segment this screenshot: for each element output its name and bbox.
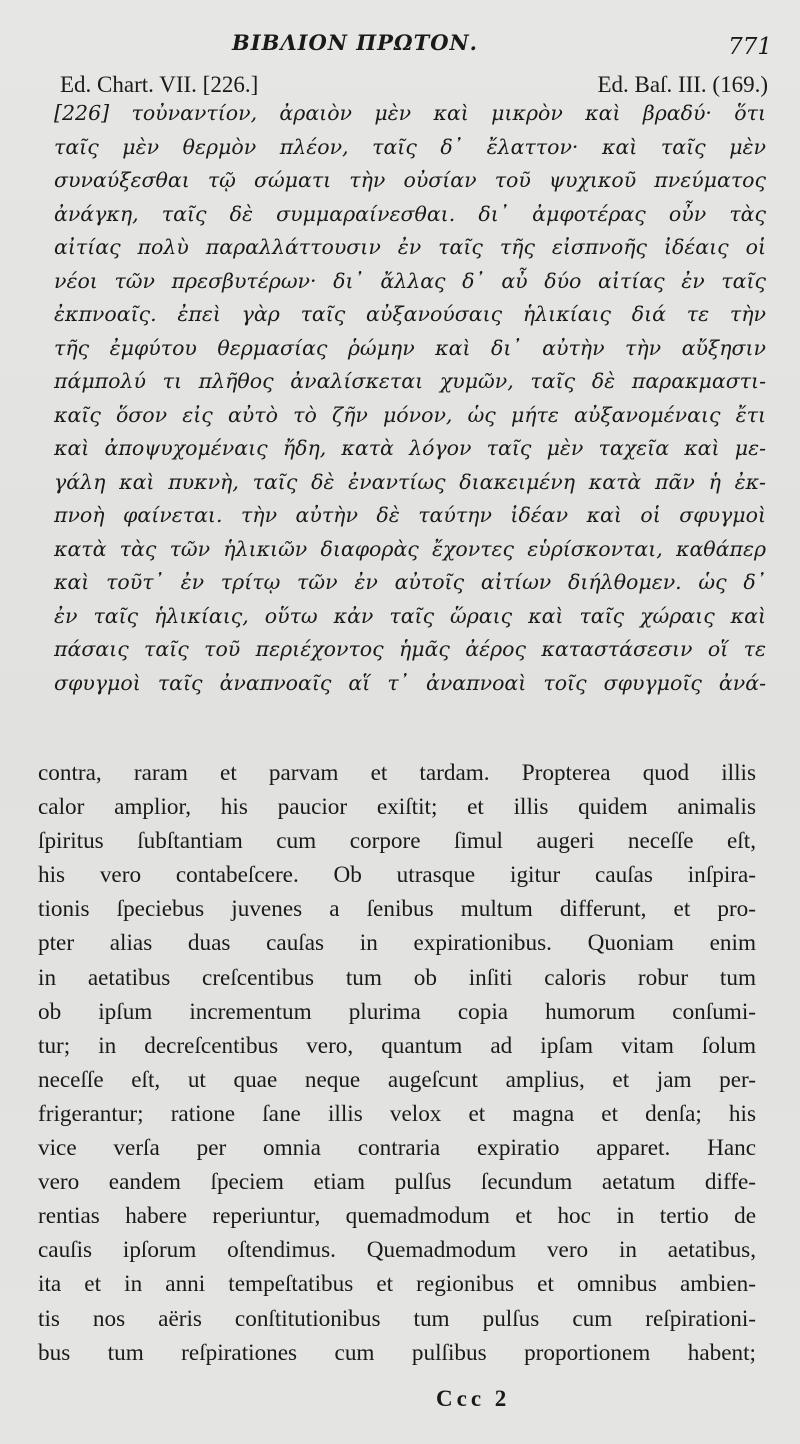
signature-mark: Ccc 2 — [436, 1386, 511, 1411]
latin-line: bus tum reſpirationes cum pulſibus proportionem habent; — [38, 1339, 756, 1366]
greek-line: συναύξεσθαι τῷ σώματι τὴν οὐσίαν τοῦ ψυχικοῦ πνεύματος — [54, 168, 766, 192]
greek-line: νέοι τῶν πρεσβυτέρων· δι᾽ ἄλλας δ᾽ αὖ δύο αἰτίας ἐν ταῖς — [54, 268, 766, 293]
latin-line: ſpiritus ſubſtantiam cum corpore ſimul augeri neceſſe eſt, — [38, 828, 756, 855]
greek-line: πάσαις ταῖς τοῦ περιέχοντος ἡμᾶς ἀέρος καταστάσεσιν οἵ τε — [54, 637, 766, 661]
greek-line: καὶ τοῦτ᾽ ἐν τρίτῳ τῶν ἐν αὐτοῖς αἰτίων διήλθομεν. ὡς δ᾽ — [54, 570, 766, 594]
latin-text-block — [38, 756, 756, 1370]
page-number: 771 — [728, 34, 772, 60]
latin-line: tis nos aëris conſtitutionibus tum pulſus cum reſpirationi- — [38, 1305, 756, 1332]
latin-line: contra, raram et parvam et tardam. Propterea quod illis — [38, 760, 756, 786]
latin-line: vero eandem ſpeciem etiam pulſus ſecundum aetatum diffe- — [38, 1169, 756, 1196]
greek-line: τῆς ἐμφύτου θερμασίας ῥώμην καὶ δι᾽ αὐτὴν τὴν αὔξησιν — [54, 335, 766, 360]
latin-line: neceſſe eſt, ut quae neque augeſcunt amplius, et jam per- — [38, 1066, 756, 1093]
latin-line: ita et in anni tempeſtatibus et regionibus et omnibus ambien- — [38, 1271, 756, 1298]
greek-line: ἐν ταῖς ἡλικίαις, οὕτω κἀν ταῖς ὥραις καὶ ταῖς χώραις καὶ — [54, 603, 766, 628]
latin-line: vice verſa per omnia contraria expiratio apparet. Hanc — [38, 1135, 756, 1162]
greek-line: κατὰ τὰς τῶν ἡλικιῶν διαφορὰς ἔχοντες εὑρίσκονται, καθάπερ — [54, 536, 766, 561]
latin-line: calor amplior, his paucior exiſtit; et illis quidem animalis — [38, 794, 756, 821]
greek-line: καὶ ἀποψυχομέναις ἤδη, κατὰ λόγον ταῖς μὲν ταχεῖα καὶ με- — [54, 436, 766, 460]
greek-line: ἀνάγκη, ταῖς δὲ συμμαραίνεσθαι. δι᾽ ἀμφοτέρας οὖν τὰς — [54, 201, 766, 226]
edition-chart-reference: Ed. Chart. VII. [226.] — [60, 72, 259, 97]
edition-references — [60, 72, 768, 98]
latin-line: frigerantur; ratione ſane illis velox et magna et denſa; his — [38, 1100, 756, 1127]
latin-line: tionis ſpeciebus juvenes a ſenibus multum differunt, et pro- — [38, 896, 756, 923]
greek-line: ἐκπνοαῖς. ἐπεὶ γὰρ ταῖς αὐξανούσαις ἡλικίαις διά τε τὴν — [54, 302, 766, 326]
latin-line: ob ipſum incrementum plurima copia humorum conſumi- — [38, 998, 756, 1025]
latin-line: in aetatibus creſcentibus tum ob inſiti caloris robur tum — [38, 964, 756, 991]
latin-line: rentias habere reperiuntur, quemadmodum et hoc in tertio de — [38, 1203, 756, 1230]
greek-line: αἰτίας πολὺ παραλλάττουσιν ἐν ταῖς τῆς εἰσπνοῆς ἰδέαις οἱ — [54, 235, 766, 259]
greek-line: καῖς ὅσον εἰς αὐτὸ τὸ ζῆν μόνον, ὡς μήτε αὐξανομέναις ἔτι — [54, 402, 766, 427]
edition-basel-reference: Ed. Baſ. III. (169.) — [597, 72, 768, 97]
latin-line: his vero contabeſcere. Ob utrasque igitur cauſas inſpira- — [38, 862, 756, 889]
greek-line: πνοὴ φαίνεται. τὴν αὐτὴν δὲ ταύτην ἰδέαν καὶ οἱ σφυγμοὶ — [54, 503, 766, 527]
greek-line: σφυγμοὶ ταῖς ἀναπνοαῖς αἵ τ᾽ ἀναπνοαὶ τοῖς σφυγμοῖς ἀνά- — [54, 670, 766, 695]
running-title: ΒΙΒΛΙΟΝ ΠΡΩΤΟΝ. — [232, 30, 478, 55]
greek-line: [226] τοὐναντίον, ἀραιὸν μὲν καὶ μικρὸν καὶ βραδύ· ὅτι — [54, 101, 766, 125]
greek-text-block — [54, 97, 766, 700]
latin-line: tur; in decreſcentibus vero, quantum ad ipſam vitam ſolum — [38, 1032, 756, 1059]
greek-line: γάλη καὶ πυκνὴ, ταῖς δὲ ἐναντίως διακειμένη κατὰ πᾶν ἡ ἐκ- — [54, 469, 766, 494]
latin-line: pter alias duas cauſas in expirationibus. Quoniam enim — [38, 930, 756, 957]
latin-line: cauſis ipſorum oſtendimus. Quemadmodum vero in aetatibus, — [38, 1237, 756, 1264]
greek-line: ταῖς μὲν θερμὸν πλέον, ταῖς δ᾽ ἔλαττον· καὶ ταῖς μὲν — [54, 134, 766, 159]
greek-line: πάμπολύ τι πλῆθος ἀναλίσκεται χυμῶν, ταῖς δὲ παρακμαστι- — [54, 369, 766, 393]
